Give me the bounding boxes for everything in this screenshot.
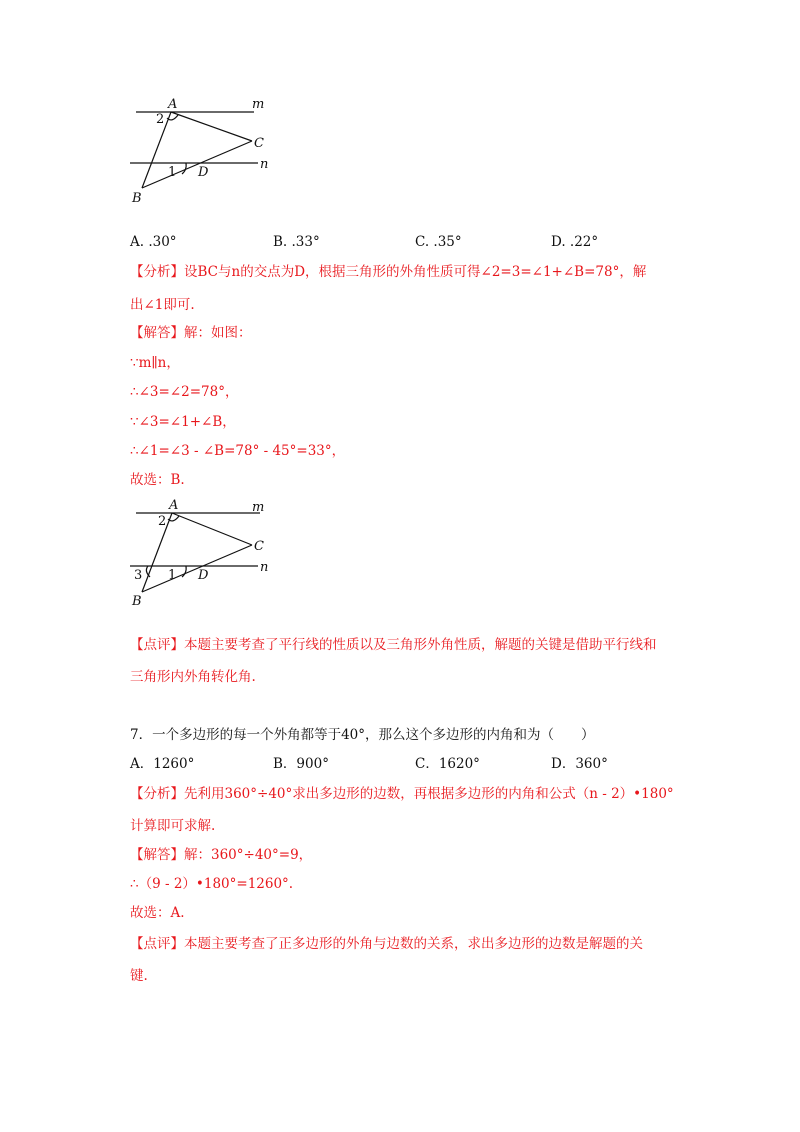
- q6-option-c: C. .35°: [415, 234, 462, 250]
- q7-analysis-line2: 计算即可求解.: [130, 818, 216, 834]
- q7-option-b: B．900°: [273, 756, 329, 772]
- q6-option-a: A. .30°: [130, 234, 177, 250]
- angle-arc-d: [182, 163, 186, 174]
- geometry-figure-2: [120, 493, 290, 618]
- q7-choice: 故选：A.: [130, 905, 185, 921]
- label-d: D: [198, 568, 209, 583]
- label-b: B: [132, 191, 142, 206]
- segment-ac: [172, 513, 252, 545]
- q7-option-c: C．1620°: [415, 756, 480, 772]
- label-n: n: [260, 560, 269, 575]
- q6-analysis-line2: 出∠1即可.: [130, 297, 195, 313]
- q6-comment-line1: 【点评】本题主要考查了平行线的性质以及三角形外角性质，解题的关键是借助平行线和: [130, 637, 657, 653]
- q7-comment-line1: 【点评】本题主要考查了正多边形的外角与边数的关系，求出多边形的边数是解题的关: [130, 936, 643, 952]
- q7-answer-line2: ∴（9 - 2）•180°=1260°.: [130, 876, 294, 892]
- q6-analysis-line1: 【分析】设BC与n的交点为D，根据三角形的外角性质可得∠2=3=∠1+∠B=78°，解: [130, 264, 647, 280]
- q6-step-1: ∵m∥n，: [130, 355, 180, 371]
- label-3: 3: [134, 568, 143, 583]
- label-m: m: [252, 500, 265, 515]
- label-d: D: [198, 165, 209, 180]
- q7-analysis-line1: 【分析】先利用360°÷40°求出多边形的边数，再根据多边形的内角和公式（n - 2）•180°: [130, 786, 674, 802]
- label-1: 1: [168, 568, 177, 583]
- segment-bc: [142, 545, 252, 592]
- q6-step-4: ∴∠1=∠3 - ∠B=78° - 45°=33°，: [130, 443, 346, 459]
- label-a: A: [168, 97, 178, 112]
- q6-choice: 故选：B.: [130, 472, 185, 488]
- label-m: m: [252, 97, 265, 112]
- q6-option-d: D. .22°: [551, 234, 599, 250]
- label-2: 2: [156, 112, 165, 127]
- label-2: 2: [158, 514, 167, 529]
- label-b: B: [132, 594, 142, 609]
- q6-comment-line2: 三角形内外角转化角.: [130, 669, 256, 685]
- label-c: C: [254, 136, 264, 151]
- segment-ac: [171, 112, 252, 141]
- q7-comment-line2: 键.: [130, 968, 148, 984]
- angle-arc-d: [182, 566, 186, 577]
- q7-answer-line1: 【解答】解：360°÷40°=9，: [130, 847, 313, 863]
- label-n: n: [260, 157, 269, 172]
- segment-bc: [142, 141, 252, 188]
- q6-step-2: ∴∠3=∠2=78°，: [130, 384, 239, 400]
- label-c: C: [254, 539, 264, 554]
- label-1: 1: [168, 165, 177, 180]
- label-a: A: [169, 498, 179, 513]
- q7-option-d: D．360°: [551, 756, 608, 772]
- geometry-figure-1: [120, 90, 290, 215]
- q7-stem: 7．一个多边形的每一个外角都等于40°，那么这个多边形的内角和为（ ）: [130, 727, 595, 743]
- q6-answer-head: 【解答】解：如图：: [130, 325, 252, 341]
- q7-option-a: A．1260°: [130, 756, 195, 772]
- q6-option-b: B. .33°: [273, 234, 320, 250]
- q6-step-3: ∵∠3=∠1+∠B，: [130, 414, 236, 430]
